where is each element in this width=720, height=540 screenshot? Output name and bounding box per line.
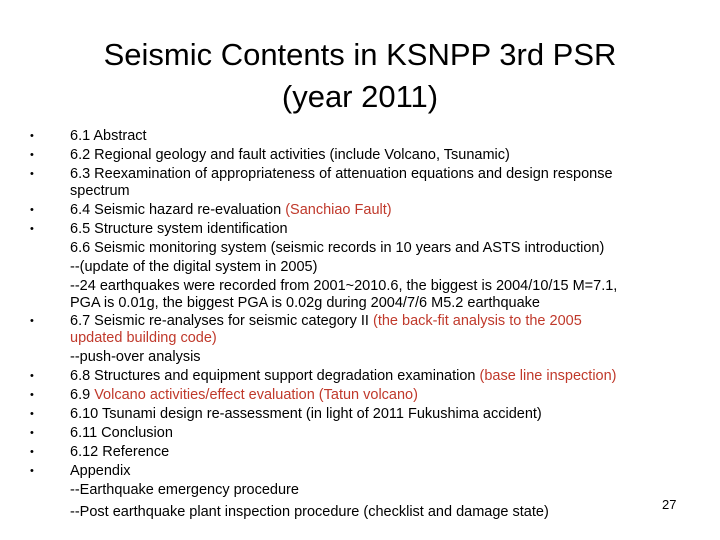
bullet-8: • [30,389,34,401]
bullet-4: • [30,204,34,216]
bullet-5: • [30,223,34,235]
bullet-10: • [30,427,34,439]
item-degradation-highlight: (base line inspection) [479,368,617,384]
item-degradation-text: 6.8 Structures and equipment support degradation examination [70,368,480,384]
item-monitoring-records: --24 earthquakes were recorded from 2001~2010.6, the biggest is 2004/10/15 M=7.1, [70,278,618,294]
item-reanalyses-text: 6.7 Seismic re-analyses for seismic category II [70,313,373,329]
item-reference: 6.12 Reference [70,444,170,460]
item-reexamination-cont: spectrum [70,183,130,199]
item-monitoring-pga: PGA is 0.01g, the biggest PGA is 0.02g during 2004/7/6 M5.2 earthquake [70,295,540,311]
item-appendix: Appendix [70,463,131,479]
page-number: 27 [662,497,677,512]
item-reanalyses-highlight: (the back-fit analysis to the 2005 [373,313,582,329]
bullet-7: • [30,370,34,382]
item-abstract: 6.1 Abstract [70,128,147,144]
bullet-1: • [30,130,34,142]
item-pushover: --push-over analysis [70,349,201,365]
item-reanalyses-cont: updated building code) [70,330,217,346]
item-regional-geology: 6.2 Regional geology and fault activities (include Volcano, Tsunamic) [70,147,510,163]
item-structure-identification: 6.5 Structure system identification [70,221,288,237]
item-volcano-number: 6.9 [70,387,95,403]
item-conclusion: 6.11 Conclusion [70,425,173,441]
item-appendix-inspection: --Post earthquake plant inspection procedure (checklist and damage state) [70,504,549,520]
title-line-2: (year 2011) [281,79,439,114]
title-line-1: Seismic Contents in KSNPP 3rd PSR [103,37,617,72]
item-monitoring: 6.6 Seismic monitoring system (seismic records in 10 years and ASTS introduction) [70,240,605,256]
item-volcano [70,387,418,404]
item-reanalyses [70,313,582,330]
item-reexamination: 6.3 Reexamination of appropriateness of attenuation equations and design response [70,166,613,182]
bullet-2: • [30,149,34,161]
item-hazard-text: 6.4 Seismic hazard re-evaluation [70,202,286,218]
bullet-6: • [30,315,34,327]
bullet-3: • [30,168,34,180]
item-hazard-reevaluation [70,202,392,219]
bullet-9: • [30,408,34,420]
bullet-12: • [30,465,34,477]
item-hazard-highlight: (Sanchiao Fault) [285,202,392,218]
item-tsunami: 6.10 Tsunami design re-assessment (in light of 2011 Fukushima accident) [70,406,542,422]
bullet-11: • [30,446,34,458]
item-appendix-emergency: --Earthquake emergency procedure [70,482,299,498]
slide-title [0,34,720,118]
item-monitoring-update: --(update of the digital system in 2005) [70,259,318,275]
item-degradation [70,368,617,385]
item-volcano-highlight: Volcano activities/effect evaluation (Tatun volcano) [94,387,418,403]
